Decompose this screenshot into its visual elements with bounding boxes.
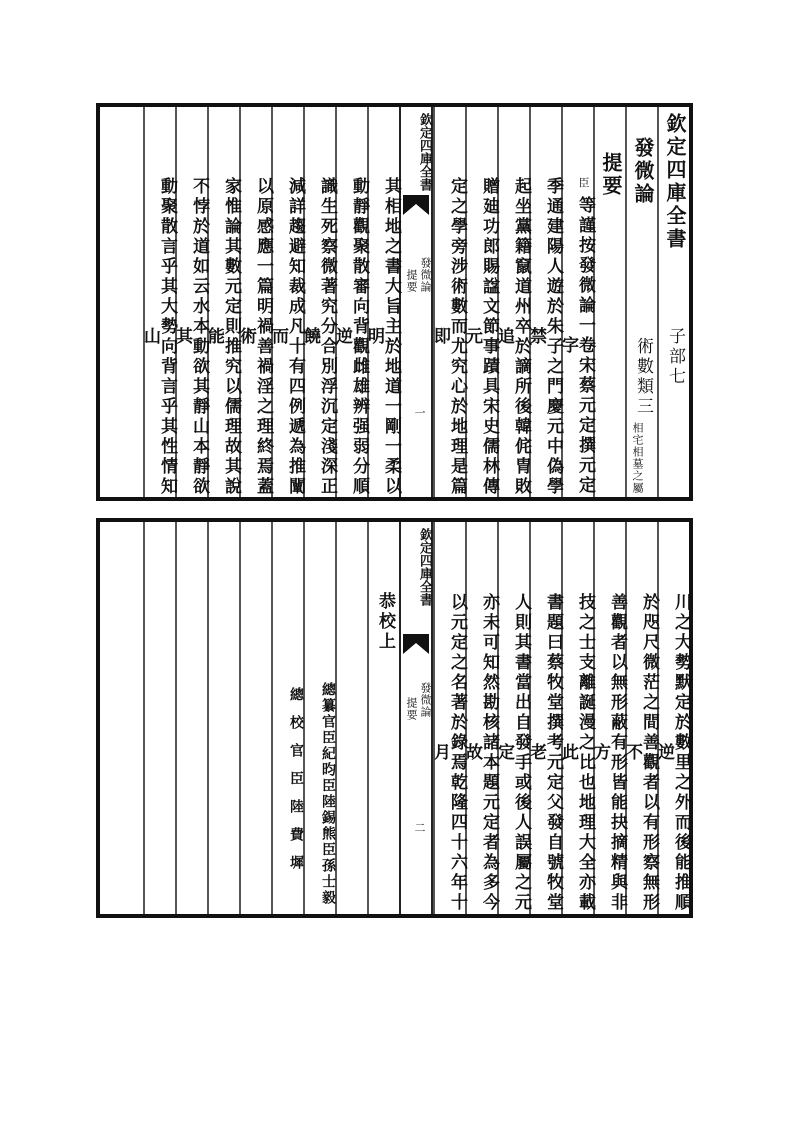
text-column [590, 522, 627, 914]
fishtail-mark-icon [403, 634, 429, 654]
text-column [558, 107, 595, 497]
subtitle-column [593, 107, 625, 497]
fishtail-mark-icon [403, 195, 429, 215]
subtitle: 提要 [599, 152, 623, 198]
section-label: 子部七 [665, 327, 685, 387]
text-column [172, 107, 209, 497]
category-label: 術數類三 [633, 337, 653, 417]
text-column [236, 107, 273, 497]
text-line: 其相地之書大旨主於地道一剛一柔以明 [364, 177, 401, 497]
text-column [239, 522, 271, 914]
text-column [622, 522, 659, 914]
text-line: 動靜觀聚散審向背觀雌雄辨强弱分順逆 [332, 177, 369, 497]
banxin-label: 提要 [405, 269, 418, 293]
text-line: 家惟論其數元定則推究以儒理故其說能 [204, 177, 241, 497]
text-line: 定之學旁涉術數而尤究心於地理是篇即 [430, 177, 467, 497]
text-column [364, 107, 401, 497]
text-column [526, 522, 563, 914]
text-line: 識生死察微著究分合別浮沉定淺深正饒 [300, 177, 337, 497]
text-line: 技之士支離誕漫之比也地理大全亦載此 [558, 593, 595, 913]
text-line: 於咫尺微茫之間善觀者以有形察無形不 [622, 593, 659, 913]
text-column [526, 107, 563, 497]
respectfully-proofread: 恭校上 [375, 592, 395, 652]
minister-mark: 臣 [577, 177, 590, 189]
collection-title: 欽定四庫全書 [663, 113, 687, 251]
banxin-title: 欽定四庫全書 [417, 528, 432, 606]
text-column [494, 522, 531, 914]
text-line: 贈廸功郎賜諡文節事蹟具宋史儒林傳元 [462, 177, 499, 497]
text-column [558, 522, 595, 914]
text-line: 善觀者以無形蔽有形皆能抉摘精與非方 [590, 593, 627, 913]
text-column [335, 522, 367, 914]
text-column [654, 522, 691, 914]
text-column [300, 107, 337, 497]
text-line: 季通建陽人遊於朱子之門慶元中偽學禁 [526, 177, 563, 497]
text-line: 起坐黨籍竄道州卒於謫所後韓侂胄敗追 [494, 177, 531, 497]
text-column [332, 107, 369, 497]
banxin-book: 發微論 [419, 257, 432, 293]
banxin-center-fold [399, 522, 433, 914]
text-line: 動聚散言乎其大勢向背言乎其性情知山 [140, 177, 177, 497]
banxin-title: 欽定四庫全書 [417, 113, 432, 191]
document-page-bottom [96, 518, 693, 918]
text-column [462, 107, 499, 497]
text-column [268, 107, 305, 497]
text-line: 書題曰蔡牧堂撰考元定父發自號牧堂老 [526, 593, 563, 913]
subcategory-note: 相宅相墓之屬 [631, 422, 644, 494]
text-column [204, 107, 241, 497]
chief-compilers-credit: 總纂官臣紀昀臣陸錫熊臣孫士毅 [320, 682, 336, 906]
text-column [367, 522, 399, 914]
text-column [175, 522, 207, 914]
text-line: 減詳趨避知裁成凡十有四例遞為推闡而 [268, 177, 305, 497]
banxin-center-fold [399, 107, 433, 497]
text-column [143, 522, 175, 914]
credit-column [303, 522, 335, 914]
text-line: 亦未可知然勘核諸本題元定者為多今故 [462, 593, 499, 913]
banxin-book: 發微論 [419, 682, 432, 718]
text-line: 等謹按發微論一卷宋蔡元定撰元定字 [558, 196, 595, 496]
banxin-label: 提要 [405, 697, 418, 721]
title-column [625, 107, 657, 497]
text-line: 以元定之名著於錄焉乾隆四十六年十月 [430, 593, 467, 913]
text-column [140, 107, 177, 497]
text-line: 川之大勢默定於數里之外而後能推順逆 [654, 593, 691, 913]
text-column [462, 522, 499, 914]
text-column [207, 522, 239, 914]
text-line: 以原感應一篇明禍善禍淫之理終焉蓋術 [236, 177, 273, 497]
chief-proofreader-credit: 總校官臣陸費墀 [288, 687, 304, 883]
document-page-top [96, 103, 693, 501]
header-column [657, 107, 689, 497]
banxin-page-number: 一 [413, 407, 426, 419]
text-column [430, 522, 467, 914]
credit-column [271, 522, 303, 914]
book-title: 發微論 [631, 137, 655, 206]
banxin-page-number: 二 [413, 822, 426, 834]
text-column [494, 107, 531, 497]
text-column [430, 107, 467, 497]
text-line: 人則其書當出自發手或後人誤屬之元定 [494, 593, 531, 913]
text-line: 不悖於道如云水本動欲其靜山本靜欲其 [172, 177, 209, 497]
